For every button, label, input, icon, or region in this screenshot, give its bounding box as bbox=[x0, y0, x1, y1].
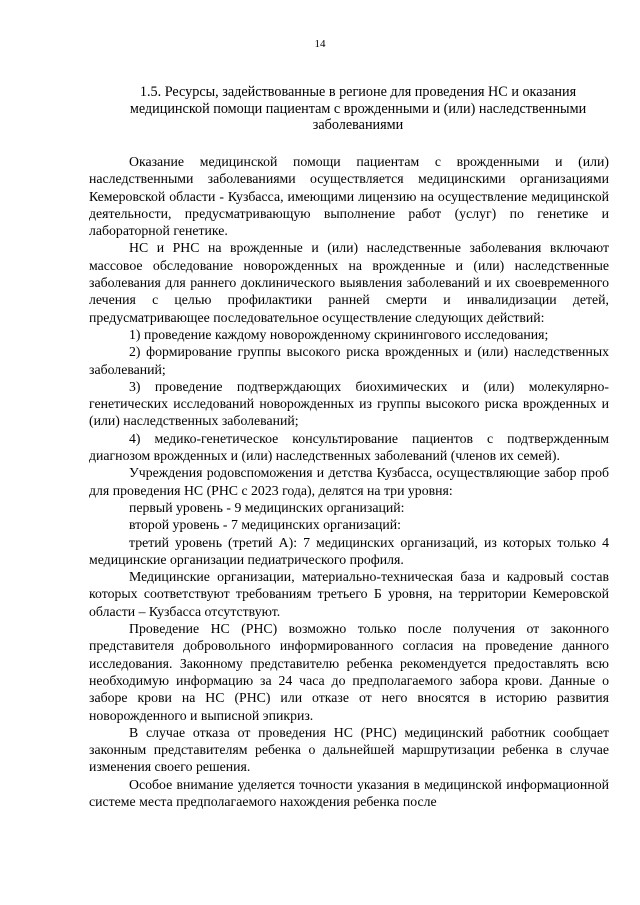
list-item: второй уровень - 7 медицинских организаций: bbox=[129, 517, 402, 533]
paragraph: Учреждения родовспоможения и детства Кузбасса, осуществляющие забор проб для проведения НС (РНС с 2023 года), делятся на три уровня: bbox=[89, 465, 609, 498]
paragraph: Оказание медицинской помощи пациентам с врожденными и (или) наследственными заболеваниями осуществляется медицинскими организациями Кемеровской области - Кузбасса, имеющими лицензию на осуществление медицинской деятельности, предусматривающую выполнение работ (услуг) по генетике и лабораторной генетике. bbox=[89, 154, 609, 239]
paragraph: Проведение НС (РНС) возможно только после получения от законного представителя добровольного информированного согласия на проведение данного исследования. Законному представителю ребенка рекомендуется предоставлять всю необходимую информацию за 24 часа до предполагаемого забора крови. Данные о заборе крови на НС (РНС) или отказе от него вносятся в историю развития новорожденного и выписной эпикриз. bbox=[89, 621, 609, 723]
list-item: 1) проведение каждому новорожденному скринингового исследования; bbox=[129, 326, 549, 342]
page-number: 14 bbox=[314, 38, 326, 50]
body-text bbox=[89, 153, 609, 810]
list-item: 2) формирование группы высокого риска врожденных и (или) наследственных заболеваний; bbox=[89, 344, 609, 377]
paragraph: В случае отказа от проведения НС (РНС) медицинский работник сообщает законным представителям ребенка о дальнейшей маршрутизации ребенка в случае изменения своего решения. bbox=[89, 724, 609, 775]
section-heading: 1.5. Ресурсы, задействованные в регионе для проведения НС и оказания медицинской помощи пациентам с врожденными и (или) наследственными заболеваниями bbox=[129, 84, 587, 133]
paragraph: Особое внимание уделяется точности указания в медицинской информационной системе места предполагаемого нахождения ребенка после bbox=[89, 776, 609, 809]
paragraph: НС и РНС на врожденные и (или) наследственные заболевания включают массовое обследование новорожденных на врожденные и (или) наследственные заболевания для раннего доклинического выявления заболеваний и их своевременного лечения с целью профилактики ранней смерти и инвалидизации детей, предусматривающее последовательное осуществление следующих действий: bbox=[89, 240, 609, 325]
list-item: первый уровень - 9 медицинских организаций: bbox=[129, 499, 405, 515]
list-item: третий уровень (третий А): 7 медицинских организаций, из которых только 4 медицинские организации педиатрического профиля. bbox=[89, 534, 609, 567]
list-item: 3) проведение подтверждающих биохимических и (или) молекулярно-генетических исследований новорожденных из группы высокого риска врожденных и (или) наследственных заболеваний; bbox=[89, 378, 609, 429]
paragraph: Медицинские организации, материально-техническая база и кадровый состав которых соответствуют требованиям третьего Б уровня, на территории Кемеровской области – Кузбасса отсутствуют. bbox=[89, 569, 609, 619]
list-item: 4) медико-генетическое консультирование пациентов с подтвержденным диагнозом врожденных и (или) наследственных заболеваний (членов их семей). bbox=[89, 430, 609, 464]
